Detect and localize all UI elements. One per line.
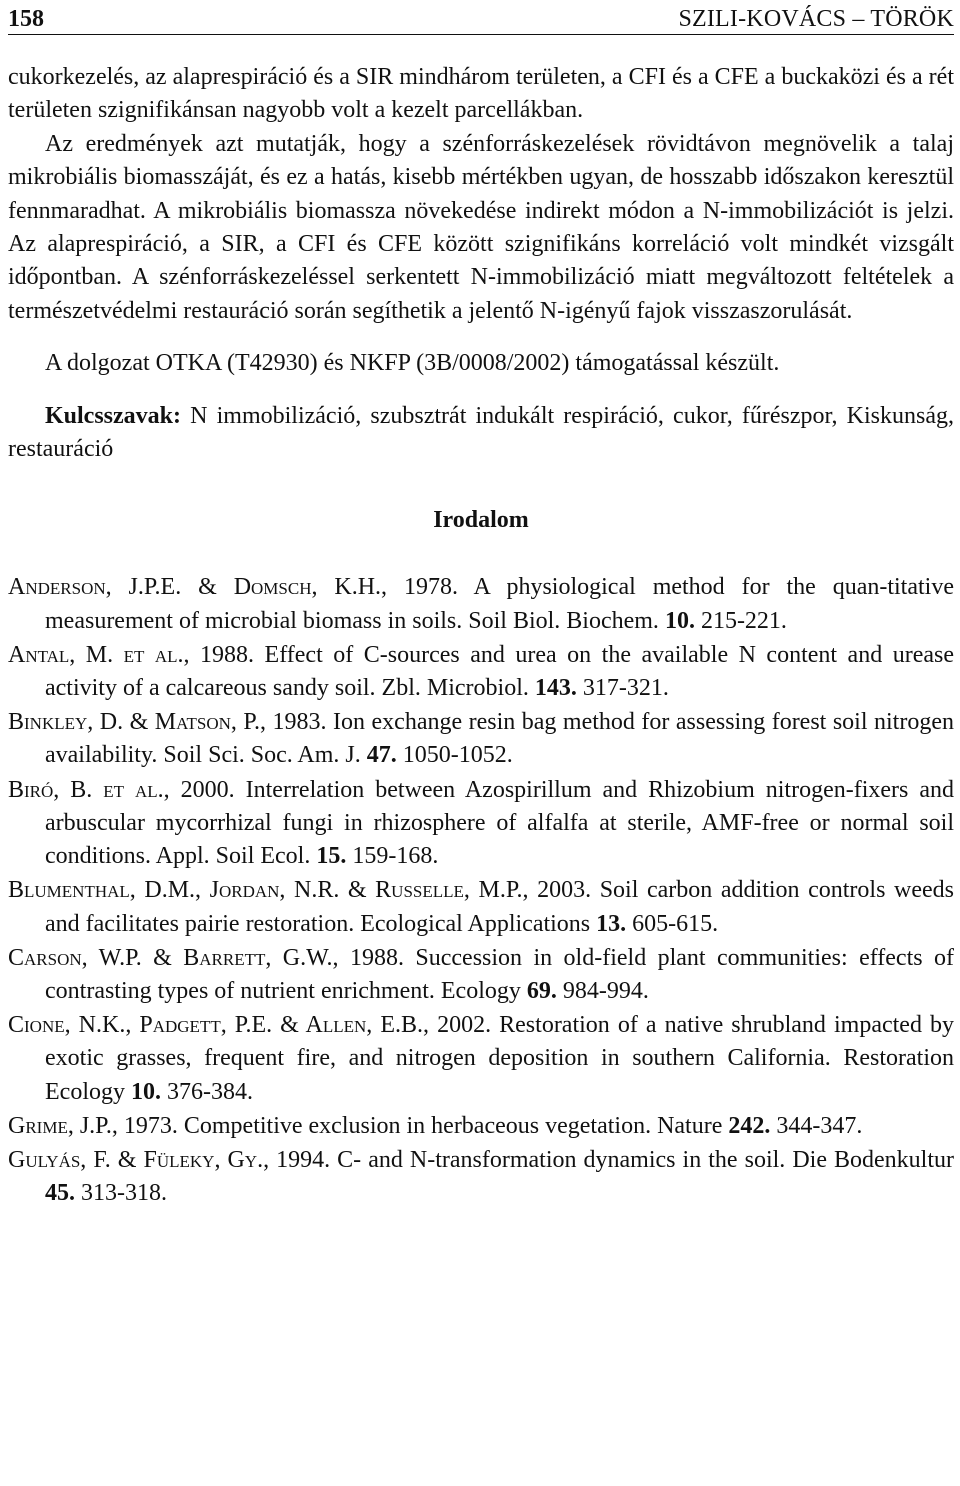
references-heading: Irodalom — [433, 507, 529, 534]
reference-authors: Biró, B. et al., 2000. — [8, 776, 235, 803]
reference-text: Succession in old-field plant communities: effects of contrasting types of nutrient enrichment. Ecology — [45, 944, 955, 1004]
reference-volume: 10. — [130, 1078, 161, 1105]
keywords — [8, 400, 954, 467]
reference-pages: 159-168. — [346, 843, 439, 870]
reference-item — [8, 1110, 954, 1143]
reference-text: Effect of C-sources and urea on the available N content and urease activity of a calcareous sandy soil. Zbl. Microbiol. — [45, 641, 954, 702]
reference-item — [8, 1144, 954, 1210]
reference-item — [8, 639, 954, 705]
reference-volume: 10. — [664, 607, 695, 634]
keywords-text: N immobilizáció, szubsztrát indukált respiráció, cukor, fűrészpor, Kiskunság, restauráció — [8, 402, 954, 463]
reference-authors: Cione, N.K., Padgett, P.E. & Allen, E.B., 2002. — [8, 1012, 492, 1039]
reference-text: A physiological method for the quan-titative measurement of microbial biomass in soils. Soil Biol. Biochem. — [45, 574, 954, 634]
reference-text: Competitive exclusion in herbaceous vegetation. Nature — [177, 1112, 729, 1139]
reference-pages: 313-318. — [75, 1180, 167, 1207]
reference-item — [8, 571, 954, 637]
reference-volume: 45. — [45, 1180, 75, 1207]
reference-pages: 984-994. — [556, 977, 649, 1004]
reference-volume: 143. — [534, 675, 577, 702]
reference-authors: Blumenthal, D.M., Jordan, N.R. & Russelle, M.P., 2003. — [8, 877, 592, 904]
acknowledgement: A dolgozat OTKA (T42930) és NKFP (3B/0008/2002) támogatással készült. — [45, 350, 780, 377]
reference-item — [8, 774, 954, 874]
reference-pages: 215-221. — [694, 607, 787, 634]
reference-authors: Anderson, J.P.E. & Domsch, K.H., 1978. — [8, 574, 458, 601]
reference-text: Interrelation between Azospirillum and Rhizobium nitrogen-fixers and arbuscular mycorrhizal fungi in rhizosphere of alfalfa at sterile, AMF-free or normal soil conditions. Appl. Soil Ecol. — [45, 776, 954, 870]
reference-item — [8, 874, 954, 940]
reference-list — [8, 571, 954, 1210]
reference-item — [8, 942, 954, 1008]
reference-text: C- and N-transformation dynamics in the soil. Die Bodenkultur — [330, 1146, 954, 1173]
reference-volume: 242. — [728, 1112, 771, 1139]
reference-text: Soil carbon addition controls weeds and facilitates pairie restoration. Ecological Applications — [45, 877, 955, 937]
reference-text: Ion exchange resin bag method for assessing forest soil nitrogen availability. Soil Sci. Soc. Am. J. — [45, 709, 954, 769]
reference-text: Restoration of a native shrubland impacted by exotic grasses, frequent fire, and nitrogen deposition in southern California. Restoration Ecology — [45, 1012, 955, 1105]
reference-pages: 317-321. — [576, 675, 669, 702]
reference-authors: Antal, M. et al., 1988. — [8, 641, 255, 668]
reference-authors: Gulyás, F. & Füleky, Gy., 1994. — [8, 1146, 331, 1173]
reference-authors: Binkley, D. & Matson, P., 1983. — [8, 709, 327, 736]
body-text — [8, 61, 954, 466]
keywords-label: Kulcsszavak: — [45, 402, 182, 429]
reference-volume: 13. — [596, 910, 627, 937]
page — [8, 0, 954, 1211]
reference-volume: 47. — [366, 742, 397, 769]
reference-authors: Grime, J.P., 1973. — [8, 1112, 178, 1139]
paragraph-conclusions: Az eredmények azt mutatják, hogy a szénforráskezelések rövidtávon megnövelik a talaj mikrobiális biomasszáját, és ez a hatás, kisebb mértékben ugyan, de hosszabb időszakon keresztül fennmaradhat. A mikrobiális biomassza növekedése indirekt módon a N-immobilizációt is jelzi. Az alaprespiráció, a SIR, a CFI és CFE között szignifikáns korreláció volt mindkét vizsgált időpontban. A szénforráskezeléssel serkentett N-immobilizáció miatt megváltozott feltételek a természetvédelmi restauráció során segíthetik a jelentő N-igényű fajok visszaszorulását. — [8, 130, 954, 324]
reference-pages: 605-615. — [626, 910, 719, 937]
reference-pages: 344-347. — [770, 1112, 863, 1139]
reference-item — [8, 1009, 954, 1109]
page-header — [8, 0, 954, 35]
reference-pages: 1050-1052. — [396, 742, 513, 769]
reference-authors: Carson, W.P. & Barrett, G.W., 1988. — [8, 944, 404, 971]
reference-volume: 15. — [316, 843, 347, 870]
reference-volume: 69. — [526, 977, 557, 1004]
running-title: SZILI-KOVÁCS – TÖRÖK — [678, 6, 954, 32]
page-number: 158 — [8, 6, 44, 32]
reference-item — [8, 706, 954, 772]
reference-pages: 376-384. — [160, 1078, 253, 1105]
paragraph-continuation: cukorkezelés, az alaprespiráció és a SIR mindhárom területen, a CFI és a CFE a buckaközi és a rét területen szignifikánsan nagyobb volt a kezelt parcellákban. — [8, 64, 954, 124]
